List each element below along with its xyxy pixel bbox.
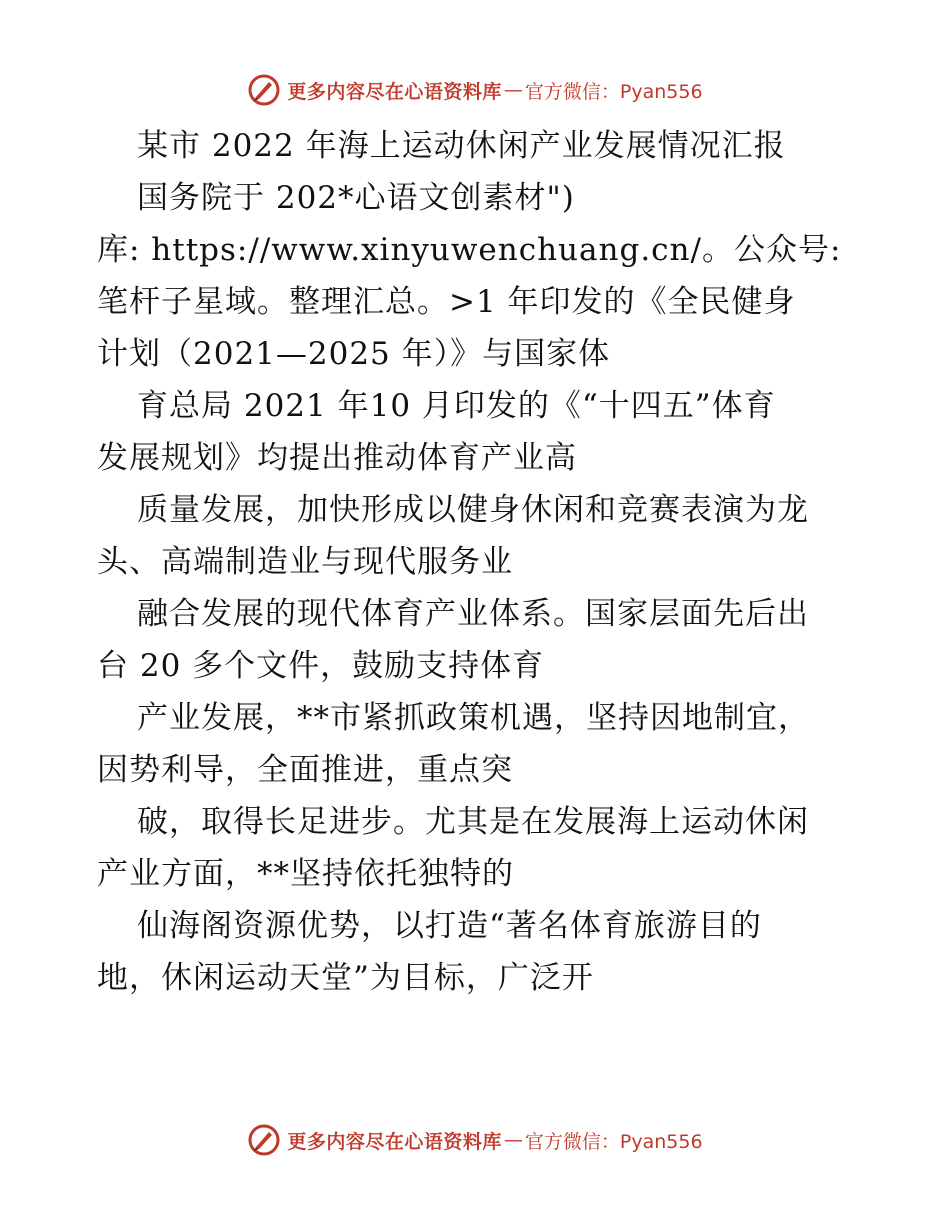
banner-text: 更多内容尽在心语资料库 <box>287 80 502 103</box>
paragraph-line: 台 20 多个文件，鼓励支持体育 <box>97 648 545 684</box>
document-body <box>97 120 867 1004</box>
paragraph-line: 笔杆子星域。整理汇总。>1 年印发的《全民健身 <box>97 284 796 320</box>
logo-icon <box>247 73 281 107</box>
paragraph-line: 破，取得长足进步。尤其是在发展海上运动休闲 <box>137 804 809 840</box>
paragraph-line: 计划（2021—2025 年）》与国家体 <box>97 336 611 372</box>
paragraph-line: 育总局 2021 年10 月印发的《“十四五”体育 <box>137 388 776 424</box>
banner-dash: — <box>503 79 523 101</box>
paragraph-line: 库: https://www.xinyuwenchuang.cn/。公众号: <box>97 232 842 268</box>
paragraph-line: 质量发展，加快形成以健身休闲和竞赛表演为龙 <box>137 492 809 528</box>
paragraph-line: 产业发展，**市紧抓政策机遇，坚持因地制宜， <box>137 700 810 736</box>
document-lines <box>97 172 867 1004</box>
paragraph-line: 国务院于 202*心语文创素材") <box>137 180 575 216</box>
paragraph-line: 头、高端制造业与现代服务业 <box>97 544 513 580</box>
banner-wechat: 官方微信：Pyan556 <box>524 1130 703 1153</box>
paragraph-line: 发展规划》均提出推动体育产业高 <box>97 440 577 476</box>
document-title: 某市 2022 年海上运动休闲产业发展情况汇报 <box>137 128 786 164</box>
paragraph-line: 产业方面，**坚持依托独特的 <box>97 856 514 892</box>
banner-text: 更多内容尽在心语资料库 <box>287 1130 502 1153</box>
paragraph-line: 仙海阁资源优势，以打造“著名体育旅游目的 <box>137 908 762 944</box>
paragraph-line: 因势利导，全面推进，重点突 <box>97 752 513 788</box>
paragraph-line: 融合发展的现代体育产业体系。国家层面先后出 <box>137 596 809 632</box>
paragraph-line: 地，休闲运动天堂”为目标，广泛开 <box>97 960 594 996</box>
header-banner <box>0 70 950 110</box>
footer-banner <box>0 1120 950 1160</box>
logo-icon <box>247 1123 281 1157</box>
banner-dash: — <box>503 1129 523 1151</box>
banner-wechat: 官方微信：Pyan556 <box>524 80 703 103</box>
